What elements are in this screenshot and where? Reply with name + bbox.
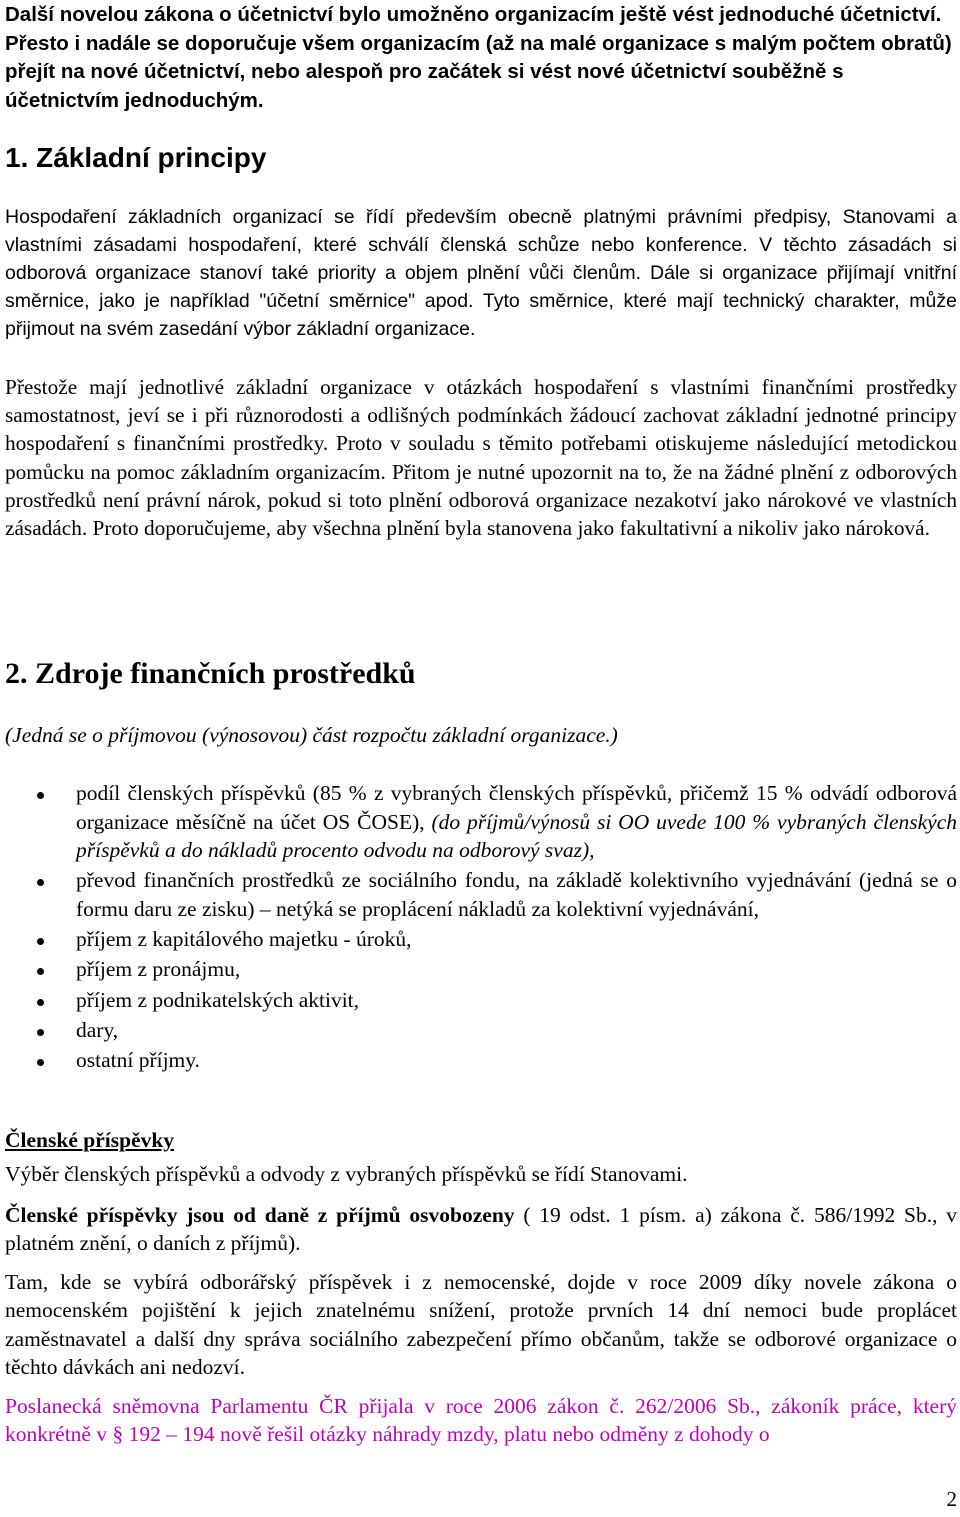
tax-exemption-paragraph [5,1201,957,1258]
section2-heading: 2. Zdroje finančních prostředků [5,657,416,690]
labour-code-paragraph: Poslanecká sněmovna Parlamentu ČR přijala v roce 2006 zákon č. 262/2006 Sb., zákoník práce, který konkrétně v § 192 – 194 nově řešil otázky náhrady mzdy, platu nebo odměny z dohody o [5,1394,957,1447]
bullet-icon [37,792,44,799]
list-item-text: příjem z pronájmu, [76,957,241,982]
page-number: 2 [946,1487,957,1511]
section1-paragraph-1: Hospodaření základních organizací se řídí především obecně platnými právními předpisy, Stanovami a vlastními zásadami hospodaření, které schválí členská schůze nebo konference. V těchto zásadách si odborová organizace stanoví také priority a objem plnění vůči členům. Dále si organizace přijímají vnitřní směrnice, jako je například "účetní směrnice" apod. Tyto směrnice, které mají technický charakter, může přijmout na svém zasedání výbor základní organizace. [5,206,957,340]
bullet-icon [37,1029,44,1036]
membership-line-1: Výběr členských příspěvků a odvody z vybraných příspěvků se řídí Stanovami. [5,1162,688,1186]
tax-exemption-bold: Členské příspěvky jsou od daně z příjmů osvobozeny [5,1203,515,1227]
list-item [5,779,957,865]
list-item-text: ostatní příjmy. [76,1047,201,1072]
list-item-text: podíl členských příspěvků (85 % z vybraných členských příspěvků, přičemž 15 % odvádí odborová organizace měsíčně na účet OS ČOSE), [76,781,957,834]
list-item-text: převod finančních prostředků ze sociálního fondu, na základě kolektivního vyjednávání (jedná se o formu daru ze zisku) – netýká se proplácení nákladů za kolektivní vyjednávání, [76,868,957,921]
list-item-text: příjem z podnikatelských aktivit, [76,987,360,1012]
list-item [5,1046,957,1075]
list-item [5,925,957,954]
membership-heading: Členské příspěvky [5,1128,175,1152]
section2-subtitle: (Jedná se o příjmovou (výnosovou) část rozpočtu základní organizace.) [5,723,618,747]
list-item [5,955,957,984]
income-sources-list [5,779,957,1076]
list-item-text: příjem z kapitálového majetku - úroků, [76,927,412,952]
list-item-text: dary, [76,1017,119,1042]
list-item-italic-note: (do příjmů/výnosů si OO uvede 100 % vybraných členských příspěvků a do nákladů procento odvodu na odborový svaz), [76,809,958,863]
list-item [5,986,957,1015]
bullet-icon [37,999,44,1006]
list-item [5,866,957,923]
bullet-icon [37,879,44,886]
intro-paragraph: Další novelou zákona o účetnictví bylo umožněno organizacím ještě vést jednoduché účetnictví. Přesto i nadále se doporučuje všem organizacím (až na malé organizace s malým počtem obratů) přejít na nové účetnictví, nebo alespoň pro začátek si vést nové účetnictví souběžně s účetnictvím jednoduchým. [5,3,952,112]
list-item [5,1016,957,1045]
section1-heading: 1. Základní principy [5,142,267,173]
bullet-icon [37,938,44,945]
sick-leave-paragraph: Tam, kde se vybírá odborářský příspěvek i z nemocenské, dojde v roce 2009 díky novele zákona o nemocenském pojištění k jejich znatelnému snížení, protože prvních 14 dní nemoci bude proplácet zaměstnavatel a další dny správa sociálního zabezpečení přímo občanům, takže se odborové organizace o těchto dávkách ani nedozví. [5,1270,957,1379]
section1-paragraph-2: Přestože mají jednotlivé základní organizace v otázkách hospodaření s vlastními finančními prostředky samostatnost, jeví se i při různorodosti a odlišných podmínkách žádoucí zachovat základní jednotné principy hospodaření s finančními prostředky. Proto v souladu s těmito potřebami otiskujeme následující metodickou pomůcku na pomoc základním organizacím. Přitom je nutné upozornit na to, že na žádné plnění z odborových prostředků není právní nárok, pokud si toto plnění odborová organizace nezakotví jako nárokové ve vlastních zásadách. Proto doporučujeme, aby všechna plnění byla stanovena jako fakultativní a nikoliv jako nároková. [5,375,957,541]
tax-exemption-rest: ( 19 odst. 1 písm. a) zákona č. 586/1992 Sb., v platném znění, o daních z příjmů). [5,1203,957,1256]
bullet-icon [37,1059,44,1066]
bullet-icon [37,968,44,975]
